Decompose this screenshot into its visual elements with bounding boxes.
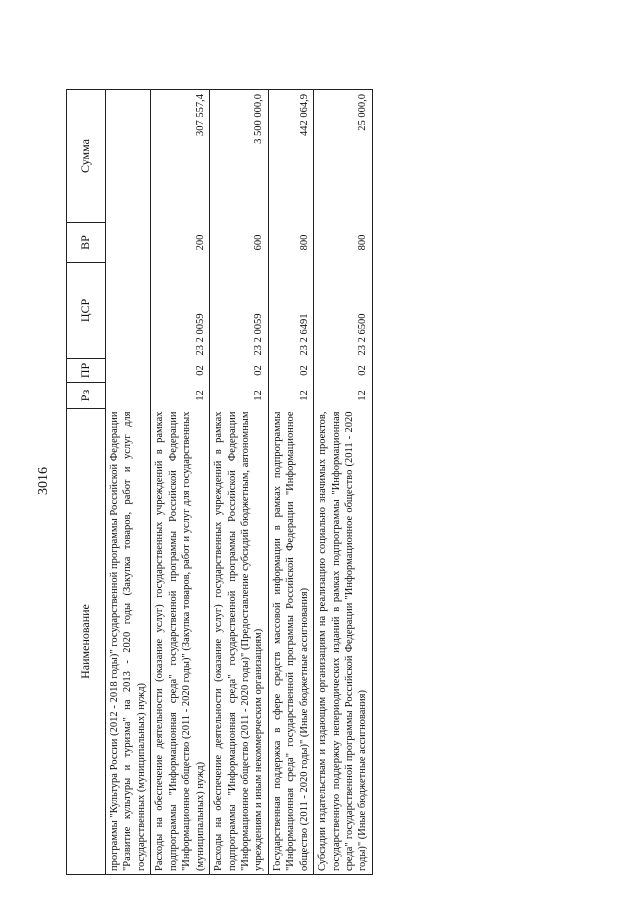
row-sum: 25 000,0 [314, 90, 373, 223]
row-pr: 02 [151, 359, 210, 383]
row-sum: 3 500 000,0 [210, 90, 269, 223]
row-csr [106, 263, 151, 359]
row-sum: 307 557,4 [151, 90, 210, 223]
row-csr: 23 2 0059 [210, 263, 269, 359]
row-vr: 600 [210, 223, 269, 263]
row-name: Расходы на обеспечение деятельности (оказание услуг) государственных учреждений в рамках подпрограммы "Информационная среда" государственной программы Российской Федерации "Информационное общество (2011 - 2020 годы)" (Предоставление субсидий бюджетным, автономным учреждениям и иным некоммерческим организациям) [210, 409, 269, 875]
row-pr: 02 [210, 359, 269, 383]
row-name: программы "Культура России (2012 - 2018 годы)" государственной программы Российской Федерации "Развитие культуры и туризма" на 2013 - 2020 годы (Закупка товаров, работ и услуг для государственных (муниципальных) нужд) [106, 409, 151, 875]
row-rz [106, 383, 151, 409]
row-csr: 23 2 6491 [268, 263, 313, 359]
header-pr: ПР [67, 359, 106, 383]
table-row [210, 90, 269, 875]
row-csr: 23 2 0059 [151, 263, 210, 359]
row-vr [106, 223, 151, 263]
table-header [67, 90, 106, 875]
row-vr: 200 [151, 223, 210, 263]
row-csr: 23 2 6500 [314, 263, 373, 359]
row-pr: 02 [314, 359, 373, 383]
row-rz: 12 [314, 383, 373, 409]
row-pr: 02 [268, 359, 313, 383]
row-vr: 800 [314, 223, 373, 263]
header-csr: ЦСР [67, 263, 106, 359]
row-vr: 800 [268, 223, 313, 263]
header-vr: ВР [67, 223, 106, 263]
row-rz: 12 [210, 383, 269, 409]
row-rz: 12 [268, 383, 313, 409]
row-name: Расходы на обеспечение деятельности (оказание услуг) государственных учреждений в рамках подпрограммы "Информационная среда" государственной программы Российской Федерации "Информационное общество (2011 - 2020 годы)" (Закупка товаров, работ и услуг для государственных (муниципальных) нужд) [151, 409, 210, 875]
header-sum: Сумма [67, 90, 106, 223]
rotated-landscape-page [0, 65, 640, 905]
row-sum [106, 90, 151, 223]
header-rz: Рз [67, 383, 106, 409]
row-sum: 442 064,9 [268, 90, 313, 223]
budget-table [66, 89, 373, 875]
table-row [314, 90, 373, 875]
page-number: 3016 [36, 467, 51, 495]
table-row [151, 90, 210, 875]
row-name: Субсидии издательствам и издающим организациям на реализацию социально значимых проектов, государственную поддержку непериодических изданий в рамках подпрограммы "Информационная среда" государственной программы Российской Федерации "Информационное общество (2011 - 2020 годы)" (Иные бюджетные ассигнования) [314, 409, 373, 875]
table-row [106, 90, 151, 875]
row-name: Государственная поддержка в сфере средств массовой информации в рамках подпрограммы "Информационная среда" государственной программы Российской Федерации "Информационное общество (2011 - 2020 годы)" (Иные бюджетные ассигнования) [268, 409, 313, 875]
row-pr [106, 359, 151, 383]
header-name: Наименование [67, 409, 106, 875]
table-row [268, 90, 313, 875]
row-rz: 12 [151, 383, 210, 409]
